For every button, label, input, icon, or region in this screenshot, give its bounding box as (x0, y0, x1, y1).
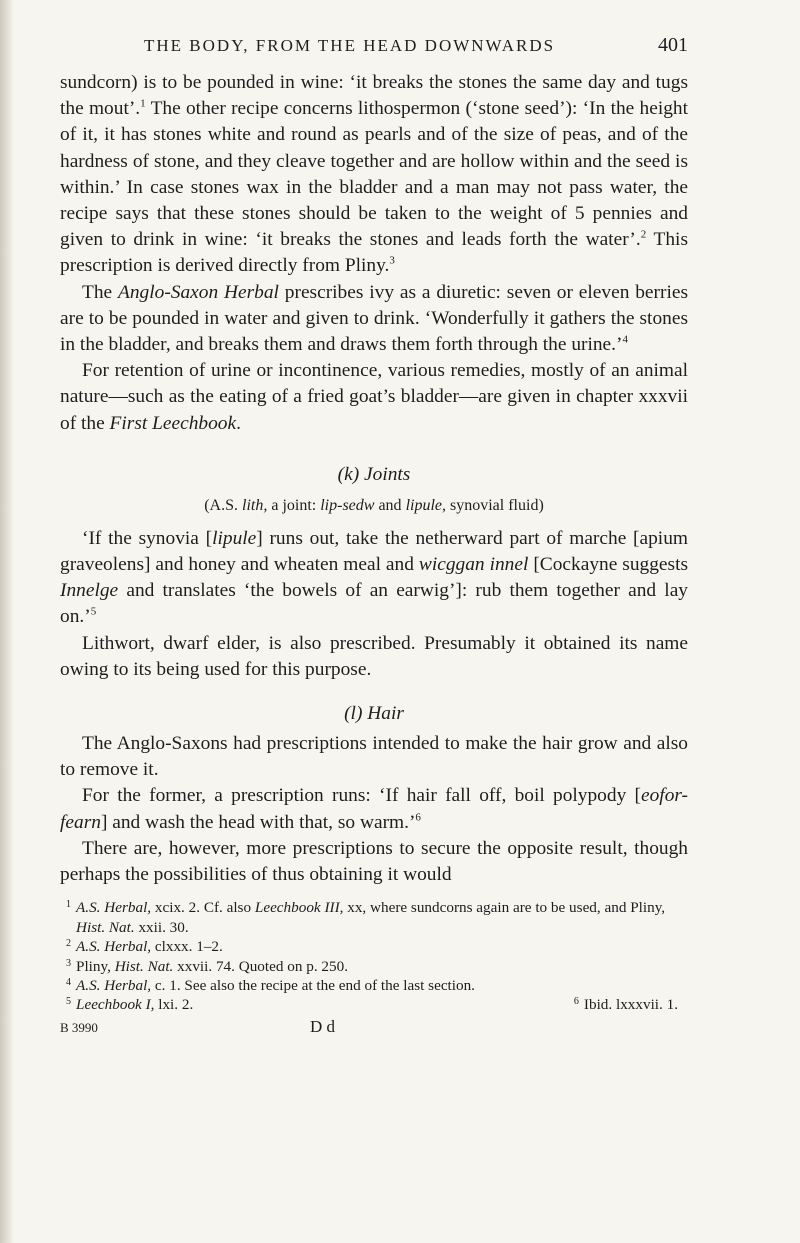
paragraph-synovia: ‘If the synovia [lipule] runs out, take the netherward part of marche [apium graveolens] and honey and wheaten meal and wicggan innel [Cockayne suggests Innelge and translates ‘the bowels of an earwig’]: rub them together and lay on.’$^5$ (60, 527, 689, 628)
footnote-1: 1 A.S. Herbal, xcix. 2. Cf. also Leechbook III, xx, where sundcorns again are to be used, and Pliny, Hist. Nat. xxii. 30. (66, 899, 666, 936)
paragraph-ivy-diuretic: The Anglo-Saxon Herbal prescribes ivy as a diuretic: seven or eleven berries are to be pounded in water and given to drink. ‘Wonderfully it gathers the stones in the bladder, and breaks them and draws them forth through the urine.’$^4$ (60, 281, 688, 356)
footnote-row-5-6 (60, 995, 688, 1014)
paragraph-hair-grow: For the former, a prescription runs: ‘If hair fall off, boil polypody [eofor-fearn] and wash the head with that, so warm.’$^6$ (60, 785, 688, 833)
body-text (60, 70, 688, 888)
book-title-herbal: Anglo-Saxon Herbal (118, 281, 279, 303)
book-page (60, 34, 688, 1037)
section-heading-joints: (k) Joints (337, 463, 411, 485)
paragraph-lithwort: Lithwort, dwarf elder, is also prescribed. Presumably it obtained its name owing to its being used for this purpose. (60, 632, 688, 680)
running-title: THE BODY, FROM THE HEAD DOWNWARDS (144, 36, 556, 55)
running-head (60, 34, 688, 64)
section-subheading-joints: (A.S. lith, a joint: lip-sedw and lipule, synovial fluid) (204, 496, 544, 514)
footnote-ref-6[interactable]: 6 (415, 811, 421, 824)
footnote-4: 4 A.S. Herbal, c. 1. See also the recipe at the end of the last section. (66, 976, 475, 994)
footnote-ref-3[interactable]: 3 (389, 254, 395, 267)
footnotes (60, 898, 688, 1014)
footnote-ref-1[interactable]: 1 (140, 97, 146, 110)
footnote-ref-4[interactable]: 4 (622, 333, 628, 346)
section-heading-hair: (l) Hair (344, 703, 404, 725)
paragraph-retention: For retention of urine or incontinence, various remedies, mostly of an animal nature—such as the eating of a fried goat’s bladder—are given in chapter xxxvii of the First Leechbook. (60, 360, 688, 434)
page-number: 401 (658, 34, 688, 56)
sheet-signature: D d (310, 1016, 336, 1036)
footnote-2: 2 A.S. Herbal, clxxx. 1–2. (66, 938, 223, 956)
paragraph-hair-intro: The Anglo-Saxons had prescriptions intended to make the hair grow and also to remove it. (60, 733, 688, 781)
footnote-ref-2[interactable]: 2 (640, 228, 647, 241)
book-title-leechbook: First Leechbook (109, 412, 237, 434)
footnote-3: 3 Pliny, Hist. Nat. xxvii. 74. Quoted on p. 250. (66, 957, 348, 975)
page-edge-shadow (0, 0, 14, 1243)
printer-signature-mark: B 3990 (60, 1019, 98, 1035)
footnote-5: 5 Leechbook I, lxi. 2. (66, 996, 194, 1014)
footnote-6: 6 Ibid. lxxxvii. 1. (573, 996, 678, 1014)
paragraph-stones-recipe: sundcorn) is to be pounded in wine: ‘it breaks the stones the same day and tugs the mout’.$^1$ The other recipe concerns lithospermon (‘stone seed’): ‘In the height of it, it has stones white and round as pearls and of the size of peas, and of the hardness of stone, and they cleave together and are hollow within and the seed is within.’ In case stones wax in the bladder and a man may not pass water, the recipe says that these stones should be taken to the weight of 5 pennies and given to drink in wine: ‘it breaks the stones and leads forth the water’.$^2$ This prescription is derived directly from Pliny.$^3$ (60, 72, 688, 277)
paragraph-hair-remove: There are, however, more prescriptions to secure the opposite result, though perhaps the possibilities of thus obtaining it would (60, 837, 688, 886)
footnote-ref-5[interactable]: 5 (90, 605, 97, 618)
signature-line (60, 1017, 688, 1037)
